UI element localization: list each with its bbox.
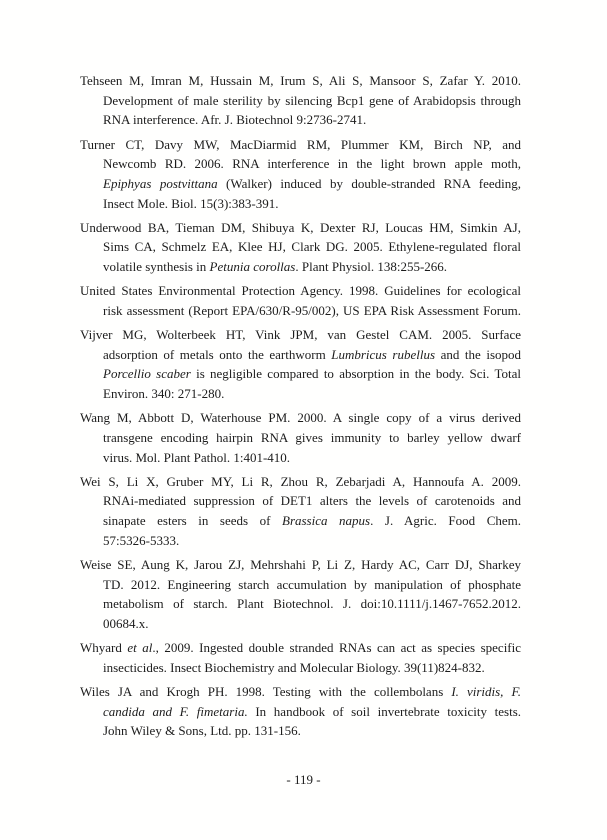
text-run: volatile synthesis in [103, 259, 210, 275]
text-run: Wang M, Abbott D, Waterhouse PM. 2000. A single copy of a virus derived [80, 410, 521, 426]
text-run: Whyard [80, 640, 128, 656]
text-run: 00684.x. [103, 616, 149, 632]
reference-line [80, 91, 521, 111]
text-run: transgene encoding hairpin RNA gives immunity to barley yellow dwarf [103, 429, 521, 445]
text-run: John Wiley & Sons, Ltd. pp. 131-156. [103, 723, 301, 739]
text-run: Newcomb RD. 2006. RNA interference in the light brown apple moth, [103, 156, 521, 172]
text-run-italic: et al [127, 640, 153, 656]
reference-entry [80, 218, 521, 277]
reference-line [80, 491, 521, 511]
text-run: and the isopod [435, 346, 521, 362]
reference-line [80, 555, 521, 575]
text-run: Tehseen M, Imran M, Hussain M, Irum S, Ali S, Mansoor S, Zafar Y. 2010. [80, 73, 521, 88]
reference-line [80, 384, 521, 404]
reference-line [80, 218, 521, 238]
reference-line [80, 325, 521, 345]
reference-line [80, 575, 521, 595]
text-run: virus. Mol. Plant Pathol. 1:401-410. [103, 449, 291, 465]
reference-line [80, 174, 521, 194]
text-run-italic: Brassica napus [282, 513, 371, 529]
text-run-italic: Petunia corollas [209, 259, 296, 275]
reference-line [80, 472, 521, 492]
reference-entry [80, 408, 521, 467]
text-run-italic: Epiphyas postvittana [103, 175, 218, 191]
reference-line [80, 702, 521, 722]
references-list [80, 71, 521, 745]
reference-line [80, 614, 521, 634]
page-footer [0, 770, 607, 790]
text-run: Wei S, Li X, Gruber MY, Li R, Zhou R, Zebarjadi A, Hannoufa A. 2009. [80, 473, 521, 489]
text-run: TD. 2012. Engineering starch accumulation by manipulation of phosphate [103, 576, 521, 592]
reference-entry [80, 135, 521, 214]
text-run: insecticides. Insect Biochemistry and Molecular Biology. 39(11)824-832. [103, 659, 485, 675]
reference-entry [80, 281, 521, 320]
text-run: Wiles JA and Krogh PH. 1998. Testing with the collembolans [80, 683, 452, 699]
reference-entry [80, 472, 521, 551]
reference-entry [80, 71, 521, 130]
page-number: - 119 - [286, 772, 321, 787]
reference-line [80, 511, 521, 531]
text-run-italic: candida and F. fimetaria. [103, 703, 248, 719]
reference-entry [80, 555, 521, 634]
reference-line [80, 345, 521, 365]
text-run: metabolism of starch. Plant Biotechnol. J. doi:10.1111/j.1467-7652.2012. [103, 596, 521, 612]
reference-line [80, 194, 521, 214]
reference-line [80, 682, 521, 702]
text-run: is negligible compared to absorption in the body. Sci. Total [190, 366, 521, 382]
text-run: . Plant Physiol. 138:255-266. [295, 259, 448, 275]
reference-line [80, 428, 521, 448]
text-run: (Walker) induced by double-stranded RNA feeding, [217, 175, 521, 191]
text-run: sinapate esters in seeds of [103, 513, 282, 529]
reference-line [80, 594, 521, 614]
text-run-italic: I. viridis, F. [451, 683, 521, 699]
reference-entry [80, 682, 521, 741]
text-run: RNA interference. Afr. J. Biotechnol 9:2736-2741. [103, 112, 367, 128]
text-run: adsorption of metals onto the earthworm [103, 346, 332, 362]
reference-line [80, 638, 521, 658]
reference-entry [80, 638, 521, 677]
text-run-italic: Lumbricus rubellus [331, 346, 436, 362]
reference-line [80, 658, 521, 678]
reference-line [80, 408, 521, 428]
reference-line [80, 135, 521, 155]
reference-line [80, 71, 521, 91]
text-run: Underwood BA, Tieman DM, Shibuya K, Dexter RJ, Loucas HM, Simkin AJ, [80, 219, 521, 235]
text-run: Environ. 340: 271-280. [103, 386, 225, 402]
reference-line [80, 154, 521, 174]
reference-line [80, 301, 521, 321]
text-run: In handbook of soil invertebrate toxicity tests. [247, 703, 522, 719]
text-run: . J. Agric. Food Chem. [370, 513, 521, 529]
reference-line [80, 237, 521, 257]
text-run: United States Environmental Protection Agency. 1998. Guidelines for ecological [80, 283, 521, 299]
reference-line [80, 281, 521, 301]
text-run: Turner CT, Davy MW, MacDiarmid RM, Plummer KM, Birch NP, and [80, 136, 521, 152]
text-run-italic: Porcellio scaber [103, 366, 191, 382]
text-run: Sims CA, Schmelz EA, Klee HJ, Clark DG. 2005. Ethylene-regulated floral [103, 239, 521, 255]
reference-line [80, 721, 521, 741]
reference-line [80, 257, 521, 277]
reference-line [80, 448, 521, 468]
reference-line [80, 531, 521, 551]
text-run: Development of male sterility by silencing Bcp1 gene of Arabidopsis through [103, 92, 521, 108]
text-run: Insect Mole. Biol. 15(3):383-391. [103, 195, 279, 211]
reference-entry [80, 325, 521, 404]
text-run: Vijver MG, Wolterbeek HT, Vink JPM, van Gestel CAM. 2005. Surface [80, 327, 521, 342]
text-run: risk assessment (Report EPA/630/R-95/002), US EPA Risk Assessment Forum. [103, 302, 521, 318]
text-run: RNAi-mediated suppression of DET1 alters the levels of carotenoids and [103, 493, 521, 509]
text-run: Weise SE, Aung K, Jarou ZJ, Mehrshahi P, Li Z, Hardy AC, Carr DJ, Sharkey [80, 556, 521, 572]
reference-line [80, 364, 521, 384]
text-run: ., 2009. Ingested double stranded RNAs can act as species specific [152, 640, 522, 656]
reference-line [80, 110, 521, 130]
text-run: 57:5326-5333. [103, 532, 180, 548]
